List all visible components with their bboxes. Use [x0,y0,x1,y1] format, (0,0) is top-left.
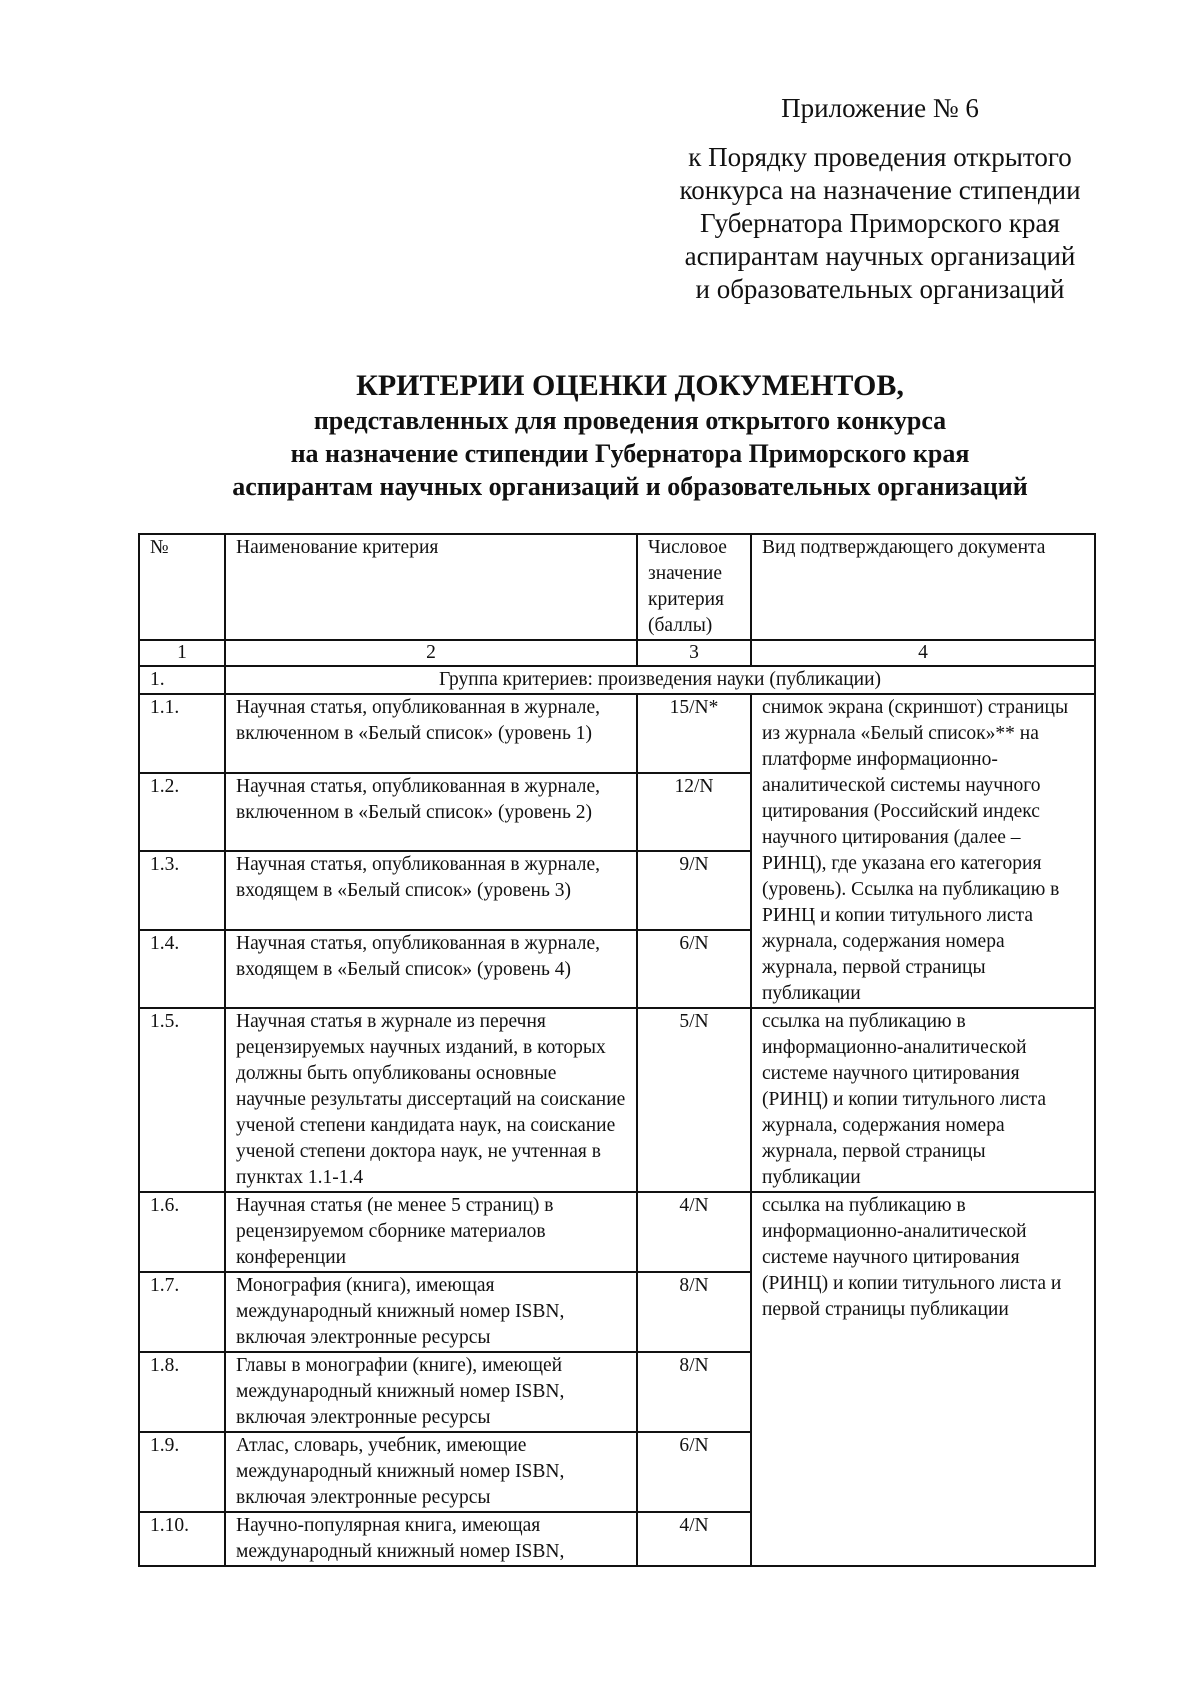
row-num: 1.5. [139,1008,225,1192]
column-number: 4 [751,640,1095,666]
group-num: 1. [139,666,225,694]
row-num: 1.2. [139,773,225,852]
header-doc: Вид подтверждающего документа [751,534,1095,640]
row-num: 1.9. [139,1432,225,1512]
title-main: КРИТЕРИИ ОЦЕНКИ ДОКУМЕНТОВ, [356,369,904,402]
group-title: Группа критериев: произведения науки (публикации) [225,666,1095,694]
table-row [139,694,1095,773]
column-number-row [139,640,1095,666]
appendix-line: конкурса на назначение стипендии [679,175,1081,205]
row-value: 4/N [637,1512,751,1566]
row-num: 1.4. [139,930,225,1009]
row-num: 1.6. [139,1192,225,1272]
criteria-table [138,533,1096,1567]
row-doc: ссылка на публикацию в информационно-аналитической системе научного цитирования (РИНЦ) и копии титульного листа журнала, содержания номера журнала, первой страницы публикации [751,1008,1095,1192]
row-name: Атлас, словарь, учебник, имеющие международный книжный номер ISBN, включая электронные ресурсы [225,1432,637,1512]
title-sub-line: на назначение стипендии Губернатора Приморского края [290,439,970,468]
column-number: 3 [637,640,751,666]
row-num: 1.7. [139,1272,225,1352]
row-value: 8/N [637,1272,751,1352]
row-num: 1.1. [139,694,225,773]
table-row [139,1008,1095,1192]
appendix-line: и образовательных организаций [695,274,1065,304]
row-name: Научная статья, опубликованная в журнале, включенном в «Белый список» (уровень 1) [225,694,637,773]
header-name: Наименование критерия [225,534,637,640]
row-value: 12/N [637,773,751,852]
row-value: 4/N [637,1192,751,1272]
table-header-row [139,534,1095,640]
row-value: 8/N [637,1352,751,1432]
column-number: 1 [139,640,225,666]
row-value: 15/N* [637,694,751,773]
row-value: 6/N [637,1432,751,1512]
appendix-line: к Порядку проведения открытого [688,142,1072,172]
row-value: 6/N [637,930,751,1009]
row-name: Научная статья (не менее 5 страниц) в рецензируемом сборнике материалов конференции [225,1192,637,1272]
row-num: 1.3. [139,851,225,930]
row-name: Научная статья, опубликованная в журнале, входящем в «Белый список» (уровень 4) [225,930,637,1009]
row-name: Монография (книга), имеющая международный книжный номер ISBN, включая электронные ресурсы [225,1272,637,1352]
group-row [139,666,1095,694]
row-name: Научная статья, опубликованная в журнале, входящем в «Белый список» (уровень 3) [225,851,637,930]
table-row [139,1192,1095,1272]
header-value: Числовое значение критерия (баллы) [637,534,751,640]
row-doc: ссылка на публикацию в информационно-аналитической системе научного цитирования (РИНЦ) и копии титульного листа и первой страницы публикации [751,1192,1095,1566]
title-sub-line: представленных для проведения открытого конкурса [313,406,947,435]
row-num: 1.8. [139,1352,225,1432]
appendix-number: Приложение № 6 [781,93,979,123]
row-doc: снимок экрана (скриншот) страницы из журнала «Белый список»** на платформе информационно-аналитической системы научного цитирования (Российский индекс научного цитирования (далее – РИНЦ), где указана его категория (уровень). Ссылка на публикацию в РИНЦ и копии титульного листа журнала, содержания номера журнала, первой страницы публикации [751,694,1095,1008]
document-title [60,368,1200,503]
appendix-header [640,92,1120,306]
header-num: № [139,534,225,640]
column-number: 2 [225,640,637,666]
row-name: Научная статья, опубликованная в журнале, включенном в «Белый список» (уровень 2) [225,773,637,852]
row-name: Научно-популярная книга, имеющая международный книжный номер ISBN, [225,1512,637,1566]
row-name: Научная статья в журнале из перечня рецензируемых научных изданий, в которых должны быть опубликованы основные научные результаты диссертаций на соискание ученой степени кандидата наук, на соискание ученой степени доктора наук, не учтенная в пунктах 1.1-1.4 [225,1008,637,1192]
row-num: 1.10. [139,1512,225,1566]
row-name: Главы в монографии (книге), имеющей международный книжный номер ISBN, включая электронные ресурсы [225,1352,637,1432]
row-value: 5/N [637,1008,751,1192]
appendix-line: аспирантам научных организаций [684,241,1076,271]
title-sub-line: аспирантам научных организаций и образовательных организаций [232,472,1028,501]
row-value: 9/N [637,851,751,930]
appendix-line: Губернатора Приморского края [700,208,1060,238]
